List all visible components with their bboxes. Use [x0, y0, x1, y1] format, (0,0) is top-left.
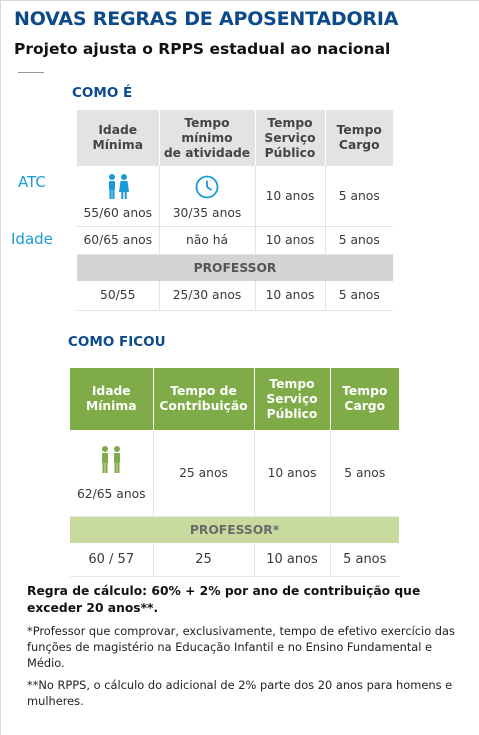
- cell-main-tempo-cargo: 5 anos: [330, 430, 399, 516]
- section-como-ficou-title: COMO FICOU: [68, 334, 166, 350]
- cell-main-tempo-contribuicao: 25 anos: [153, 430, 254, 516]
- header-tempo-contribuicao: Tempo de Contribuição: [153, 368, 254, 430]
- cell-prof-idade: 50/55: [77, 281, 159, 311]
- cell-prof-tempo-servico: 10 anos: [254, 543, 330, 577]
- row-label-idade: Idade: [11, 230, 53, 248]
- page-title: NOVAS REGRAS DE APOSENTADORIA: [14, 8, 399, 30]
- divider: [18, 72, 44, 73]
- header-tempo-cargo: Tempo Cargo: [330, 368, 399, 430]
- table-header-row: [70, 368, 399, 430]
- header-tempo-cargo: Tempo Cargo: [325, 110, 393, 166]
- cell-prof-tempo-cargo: 5 anos: [330, 543, 399, 577]
- cell-prof-tempo-cargo: 5 anos: [325, 281, 393, 311]
- cell-value: 62/65 anos: [76, 486, 146, 501]
- table-header-row: [77, 110, 393, 166]
- professor-band: [70, 516, 399, 543]
- table-row-idade: [77, 226, 393, 254]
- table-row-professor: [77, 281, 393, 311]
- section-como-e-title: COMO É: [72, 85, 133, 101]
- man-woman-icon: [77, 172, 159, 202]
- header-idade-minima: Idade Mínima: [70, 368, 153, 430]
- cell-atc-tempo-cargo: 5 anos: [325, 166, 393, 226]
- page-subtitle: Projeto ajusta o RPPS estadual ao nacional: [14, 40, 391, 58]
- professor-band: [77, 254, 393, 281]
- como-e-table: [77, 110, 393, 311]
- cell-atc-idade: [77, 166, 159, 226]
- cell-prof-tempo-servico: 10 anos: [255, 281, 325, 311]
- cell-idade-tempo-minimo: não há: [159, 226, 255, 254]
- table-row-professor: [70, 543, 399, 577]
- header-tempo-servico: Tempo Serviço Público: [254, 368, 330, 430]
- professor-label: PROFESSOR: [77, 254, 393, 281]
- cell-atc-tempo-minimo: [159, 166, 255, 226]
- clock-icon: [160, 172, 255, 202]
- cell-main-idade: [70, 430, 153, 516]
- como-ficou-table: [70, 368, 399, 577]
- calculation-rule: Regra de cálculo: 60% + 2% por ano de contribuição que exceder 20 anos**.: [27, 584, 421, 615]
- cell-value: 55/60 anos: [83, 205, 153, 220]
- page-border-left: [0, 0, 1, 735]
- cell-idade-tempo-cargo: 5 anos: [325, 226, 393, 254]
- cell-prof-tempo-minimo: 25/30 anos: [159, 281, 255, 311]
- cell-prof-idade: 60 / 57: [70, 543, 153, 577]
- header-tempo-servico: Tempo Serviço Público: [255, 110, 325, 166]
- footnote-rpps: **No RPPS, o cálculo do adicional de 2% parte dos 20 anos para homens e mulheres.: [27, 678, 453, 708]
- table-row-atc: [77, 166, 393, 226]
- row-label-atc: ATC: [18, 173, 46, 191]
- cell-atc-tempo-servico: 10 anos: [255, 166, 325, 226]
- footnotes: [27, 583, 467, 709]
- cell-idade-tempo-servico: 10 anos: [255, 226, 325, 254]
- man-woman-icon: [70, 445, 153, 475]
- professor-label: PROFESSOR*: [70, 516, 399, 543]
- cell-prof-tempo-contribuicao: 25: [153, 543, 254, 577]
- header-idade-minima: Idade Mínima: [77, 110, 159, 166]
- table-row-main: [70, 430, 399, 516]
- cell-main-tempo-servico: 10 anos: [254, 430, 330, 516]
- cell-value: 30/35 anos: [172, 205, 242, 220]
- page-border-top: [0, 0, 479, 1]
- header-tempo-minimo: Tempo mínimo de atividade: [159, 110, 255, 166]
- cell-idade-idade: 60/65 anos: [77, 226, 159, 254]
- footnote-professor: *Professor que comprovar, exclusivamente, tempo de efetivo exercício das funções de magistério na Educação Infantil e no Ensino Fundamental e Médio.: [27, 624, 455, 670]
